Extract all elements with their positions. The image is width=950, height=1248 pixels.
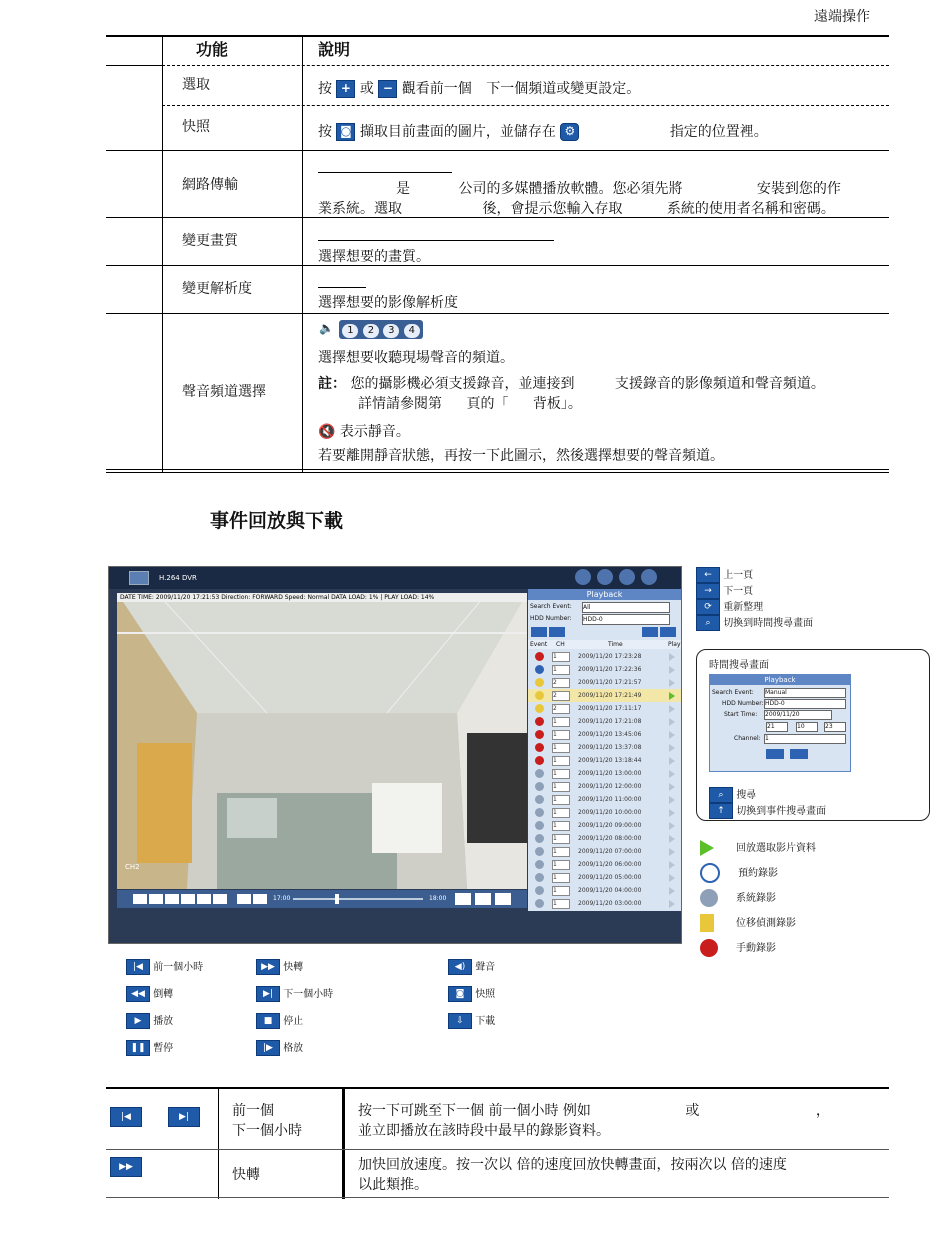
manual-event-icon <box>535 730 544 739</box>
event-play-icon[interactable] <box>669 783 675 791</box>
motion-person-icon <box>700 914 714 932</box>
event-channel[interactable]: 1 <box>552 847 570 857</box>
event-channel[interactable]: 1 <box>552 717 570 727</box>
event-play-icon[interactable] <box>669 809 675 817</box>
bar-audio-button[interactable] <box>455 893 471 905</box>
system-event-icon <box>535 782 544 791</box>
event-row[interactable] <box>528 702 681 715</box>
event-channel[interactable]: 1 <box>552 743 570 753</box>
manual-event-icon <box>535 756 544 765</box>
event-row[interactable] <box>528 871 681 884</box>
prev-hour-table-icon: |◀ <box>110 1107 142 1127</box>
event-row[interactable] <box>528 858 681 871</box>
time-hdd-label: HDD Number: <box>722 700 764 707</box>
callout-switch-event-icon[interactable] <box>790 749 808 759</box>
legend-system: 系統錄影 <box>736 893 776 904</box>
row-desc-resolution: 選擇想要的影像解析度 <box>318 295 458 311</box>
event-channel[interactable]: 1 <box>552 652 570 662</box>
event-channel[interactable]: 1 <box>552 834 570 844</box>
plus-icon: + <box>336 80 355 98</box>
prev-page-icon: ← <box>696 567 720 583</box>
event-play-icon[interactable] <box>669 705 675 713</box>
event-play-icon[interactable] <box>669 861 675 869</box>
event-time: 2009/11/20 07:00:00 <box>578 848 642 855</box>
channel-select[interactable]: 1 <box>764 734 846 744</box>
clock-icon <box>700 863 720 883</box>
play-icon: ▶ <box>126 1013 150 1029</box>
panel-time-search-icon[interactable] <box>642 627 658 637</box>
control-legend-col1 <box>126 954 203 1062</box>
event-play-icon[interactable] <box>669 692 675 700</box>
row-func-select: 選取 <box>182 77 210 93</box>
event-play-icon[interactable] <box>669 874 675 882</box>
event-play-icon[interactable] <box>669 900 675 908</box>
event-time: 2009/11/20 04:00:00 <box>578 887 642 894</box>
channel-label: CH2 <box>125 863 140 871</box>
time-start: 17:00 <box>273 895 291 902</box>
audio-desc-last: 若要離開靜音狀態，再按一下此圖示，然後選擇想要的聲音頻道。 <box>318 448 724 464</box>
legend-audio: 聲音 <box>475 962 496 973</box>
legend-ff: 快轉 <box>283 962 304 973</box>
event-time: 2009/11/20 11:00:00 <box>578 796 642 803</box>
event-row[interactable] <box>528 832 681 845</box>
row-func-resolution: 變更解析度 <box>182 281 252 297</box>
event-time: 2009/11/20 12:00:00 <box>578 783 642 790</box>
t2-desc-ff: 加快回放速度。按一次以 倍的速度回放快轉畫面，按兩次以 倍的速度 以此類推。 <box>358 1157 787 1193</box>
event-time: 2009/11/20 13:45:06 <box>578 731 642 738</box>
audio-channel-4: 4 <box>404 324 420 338</box>
event-channel[interactable]: 1 <box>552 782 570 792</box>
event-channel[interactable]: 1 <box>552 808 570 818</box>
event-row[interactable] <box>528 676 681 689</box>
audio-note: 註： 您的攝影機必須支援錄音，並連接到 支援錄音的影像頻道和聲音頻道。 詳情請參閱第 頁的「 背板」。 <box>318 376 825 412</box>
event-channel[interactable]: 1 <box>552 821 570 831</box>
event-play-icon[interactable] <box>669 822 675 830</box>
event-play-icon[interactable] <box>669 796 675 804</box>
playback-event-panel <box>528 589 681 911</box>
row-desc-snapshot: 按 ◙ 擷取目前畫面的圖片，並儲存在 ⚙ 指定的位置裡。 <box>318 124 768 140</box>
start-second-select[interactable]: 23 <box>824 722 846 732</box>
t2-func-prev: 前一個 <box>232 1103 274 1119</box>
callout-title: 時間搜尋畫面 <box>709 660 769 671</box>
fast-forward-icon: ▶▶ <box>256 959 280 975</box>
system-event-icon <box>535 873 544 882</box>
search-icon: ⌕ <box>709 787 733 803</box>
event-row[interactable] <box>528 715 681 728</box>
panel-title: Playback <box>528 589 681 600</box>
col-header-description: 說明 <box>318 40 351 59</box>
event-channel[interactable]: 1 <box>552 886 570 896</box>
search-event-label: Search Event: <box>530 603 572 610</box>
event-channel[interactable]: 1 <box>552 756 570 766</box>
event-play-icon[interactable] <box>669 653 675 661</box>
row-func-network: 網路傳輸 <box>182 177 238 193</box>
event-channel[interactable]: 1 <box>552 730 570 740</box>
event-play-icon[interactable] <box>669 835 675 843</box>
t2-desc-hour: 按一下可跳至下一個 前一個小時 例如 或 ， 並立即播放在該時段中最早的錄影資料。 <box>358 1103 830 1139</box>
next-hour-icon: ▶| <box>256 986 280 1002</box>
row-desc-network: 是 公司的多媒體播放軟體。您必須先將 安裝到您的作 業系統。選取 後，會提示您輸入存取 系統的使用者名稱和密碼。 <box>318 181 841 217</box>
speaker-icon: 🔈 <box>319 321 334 335</box>
settings-icon: ⚙ <box>560 123 579 141</box>
time-slider-thumb[interactable] <box>335 894 339 904</box>
system-event-icon <box>535 795 544 804</box>
control-legend-col3 <box>448 954 495 1035</box>
gear-icon <box>700 889 718 907</box>
dvr-playback-icon[interactable] <box>597 569 613 585</box>
event-time: 2009/11/20 03:00:00 <box>578 900 642 907</box>
dvr-control-bar <box>117 890 527 908</box>
event-row[interactable] <box>528 728 681 741</box>
rewind-icon: ◀◀ <box>126 986 150 1002</box>
legend-snapshot: 快照 <box>475 989 496 1000</box>
manual-record-icon <box>700 939 718 957</box>
event-row[interactable] <box>528 689 681 702</box>
section-title: 事件回放與下載 <box>210 510 344 532</box>
bar-next-hour-button[interactable] <box>213 894 227 904</box>
bar-ff-button[interactable] <box>197 894 211 904</box>
event-row[interactable] <box>528 650 681 663</box>
legend-download: 下載 <box>475 1016 496 1027</box>
control-table <box>106 1087 889 1199</box>
system-event-icon <box>535 886 544 895</box>
up-arrow-icon: ↑ <box>709 803 733 819</box>
camera-video-frame <box>117 593 527 889</box>
event-play-icon[interactable] <box>669 666 675 674</box>
event-time: 2009/11/20 09:00:00 <box>578 822 642 829</box>
legend-pause: 暫停 <box>153 1043 174 1054</box>
audio-icon: ◀) <box>448 959 472 975</box>
row-desc-select: 按 + 或 − 觀看前一個 下一個頻道或變更設定。 <box>318 81 641 97</box>
prev-hour-icon: |◀ <box>126 959 150 975</box>
bar-rewind-button[interactable] <box>149 894 163 904</box>
event-table-header: Event CH Time Play <box>530 641 681 648</box>
event-row[interactable] <box>528 663 681 676</box>
event-row[interactable] <box>528 767 681 780</box>
manual-event-icon <box>535 717 544 726</box>
dvr-playback-screenshot <box>108 566 682 944</box>
switch-event-label: 切換到事件搜尋畫面 <box>736 806 827 817</box>
event-row[interactable] <box>528 897 681 910</box>
bar-play-button[interactable] <box>165 894 179 904</box>
event-time: 2009/11/20 10:00:00 <box>578 809 642 816</box>
time-panel-title: Playback <box>710 675 850 685</box>
legend-rewind: 倒轉 <box>153 989 174 1000</box>
start-date-input[interactable]: 2009/11/20 <box>764 710 832 720</box>
event-channel[interactable]: 2 <box>552 704 570 714</box>
event-time: 2009/11/20 13:37:08 <box>578 744 642 751</box>
event-play-icon[interactable] <box>669 770 675 778</box>
audio-desc-line1: 選擇想要收聽現場聲音的頻道。 <box>318 350 514 366</box>
manual-event-icon <box>535 743 544 752</box>
mute-icon: 🔇 <box>318 424 336 440</box>
time-search-event-select[interactable]: Manual <box>764 688 846 698</box>
camera-icon: ◙ <box>448 986 472 1002</box>
bar-prev-hour-button[interactable] <box>133 894 147 904</box>
play-triangle-icon <box>700 840 714 856</box>
page-header-title: 遠端操作 <box>814 9 870 25</box>
next-page-icon: → <box>696 583 720 599</box>
event-row[interactable] <box>528 780 681 793</box>
start-hour-select[interactable]: 21 <box>766 722 788 732</box>
time-end: 18:00 <box>429 895 447 902</box>
refresh-icon: ⟳ <box>696 599 720 615</box>
download-icon: ⇩ <box>448 1013 472 1029</box>
event-play-icon[interactable] <box>669 718 675 726</box>
dvr-title-bar <box>109 567 681 589</box>
stop-icon: ■ <box>256 1013 280 1029</box>
motion-event-icon <box>535 704 544 713</box>
time-slider-track[interactable] <box>293 898 423 900</box>
event-channel[interactable]: 1 <box>552 665 570 675</box>
manual-event-icon <box>535 652 544 661</box>
event-play-icon[interactable] <box>669 744 675 752</box>
control-legend-col2 <box>256 954 333 1062</box>
event-row[interactable] <box>528 793 681 806</box>
snapshot-icon: ◙ <box>336 123 355 141</box>
legend-stop: 停止 <box>283 1016 304 1027</box>
callout-search-icon[interactable] <box>766 749 784 759</box>
row-func-snapshot: 快照 <box>182 119 210 135</box>
audio-channel-selector <box>318 320 423 339</box>
next-page-label: 下一頁 <box>723 586 754 597</box>
event-time: 2009/11/20 17:21:08 <box>578 718 642 725</box>
legend-slow: 格放 <box>283 1043 304 1054</box>
time-search-callout <box>696 649 930 821</box>
start-time-label: Start Time: <box>724 711 758 718</box>
t2-func-ff: 快轉 <box>232 1167 260 1183</box>
audio-mute-line: 🔇 表示靜音。 <box>318 424 410 440</box>
time-hdd-select[interactable]: HDD-0 <box>764 699 846 709</box>
bar-slow-button[interactable] <box>253 894 267 904</box>
event-play-icon[interactable] <box>669 679 675 687</box>
callout-search-row <box>709 786 756 803</box>
event-time: 2009/11/20 06:00:00 <box>578 861 642 868</box>
hdd-number-select[interactable]: HDD-0 <box>582 614 670 625</box>
event-time: 2009/11/20 05:00:00 <box>578 874 642 881</box>
dvr-info-bar: DATE TIME: 2009/11/20 17:21:53 Direction: FORWARD Speed: Normal DATA LOAD: 1% | PLAY LOAD: 14% <box>117 593 527 602</box>
switch-time-label: 切換到時間搜尋畫面 <box>723 618 814 629</box>
slow-play-icon: |▶ <box>256 1040 280 1056</box>
system-event-icon <box>535 899 544 908</box>
system-event-icon <box>535 860 544 869</box>
event-row[interactable] <box>528 754 681 767</box>
legend-prev-hour: 前一個小時 <box>153 962 204 973</box>
system-event-icon <box>535 808 544 817</box>
search-label: 搜尋 <box>736 790 757 801</box>
system-event-icon <box>535 821 544 830</box>
panel-refresh-icon[interactable] <box>660 627 676 637</box>
event-channel[interactable]: 1 <box>552 795 570 805</box>
row-desc-quality: 選擇想要的畫質。 <box>318 249 430 265</box>
row-func-quality: 變更畫質 <box>182 233 238 249</box>
legend-play: 回放選取影片資料 <box>736 843 816 854</box>
prev-page-label: 上一頁 <box>723 570 754 581</box>
function-table <box>106 35 889 473</box>
legend-next-hour: 下一個小時 <box>283 989 334 1000</box>
event-time: 2009/11/20 17:11:17 <box>578 705 642 712</box>
pause-icon: ❚❚ <box>126 1040 150 1056</box>
audio-channel-3: 3 <box>383 324 399 338</box>
event-row[interactable] <box>528 819 681 832</box>
event-legend <box>700 836 816 961</box>
bar-snapshot-button[interactable] <box>475 893 491 905</box>
panel-prev-page-icon[interactable] <box>531 627 547 637</box>
legend-schedule: 預約錄影 <box>738 868 778 879</box>
event-play-icon[interactable] <box>669 757 675 765</box>
dvr-logo-icon <box>129 571 149 585</box>
ff-table-icon: ▶▶ <box>110 1157 142 1177</box>
bar-stop-button[interactable] <box>237 894 251 904</box>
legend-manual: 手動錄影 <box>736 943 776 954</box>
time-search-event-label: Search Event: <box>712 689 754 696</box>
system-event-icon <box>535 834 544 843</box>
system-event-icon <box>535 847 544 856</box>
event-channel[interactable]: 2 <box>552 678 570 688</box>
event-time: 2009/11/20 17:22:36 <box>578 666 642 673</box>
search-event-select[interactable]: All <box>582 602 670 613</box>
event-channel[interactable]: 1 <box>552 860 570 870</box>
event-time: 2009/11/20 13:00:00 <box>578 770 642 777</box>
next-hour-table-icon: ▶| <box>168 1107 200 1127</box>
bar-download-button[interactable] <box>495 893 511 905</box>
t2-func-next: 下一個小時 <box>232 1123 302 1139</box>
panel-next-page-icon[interactable] <box>549 627 565 637</box>
col-header-function: 功能 <box>196 40 229 59</box>
bar-pause-button[interactable] <box>181 894 195 904</box>
event-channel[interactable]: 1 <box>552 873 570 883</box>
callout-switch-row <box>709 802 826 819</box>
event-row[interactable] <box>528 845 681 858</box>
event-channel[interactable]: 2 <box>552 691 570 701</box>
event-time: 2009/11/20 13:18:44 <box>578 757 642 764</box>
motion-event-icon <box>535 678 544 687</box>
dvr-nav-icon[interactable] <box>575 569 591 585</box>
event-play-icon[interactable] <box>669 731 675 739</box>
dvr-title: H.264 DVR <box>159 574 197 582</box>
time-search-icon: ⌕ <box>696 615 720 631</box>
event-row[interactable] <box>528 806 681 819</box>
channel-label-text: Channel: <box>734 735 761 742</box>
audio-channel-1: 1 <box>342 324 358 338</box>
legend-play-btn: 播放 <box>153 1016 174 1027</box>
event-channel[interactable]: 1 <box>552 769 570 779</box>
row-func-audio: 聲音頻道選擇 <box>182 384 266 400</box>
event-row[interactable] <box>528 884 681 897</box>
event-play-icon[interactable] <box>669 887 675 895</box>
dvr-user-icon[interactable] <box>641 569 657 585</box>
hdd-number-label: HDD Number: <box>530 615 572 622</box>
right-legend <box>696 566 813 630</box>
dvr-tools-icon[interactable] <box>619 569 635 585</box>
event-channel[interactable]: 1 <box>552 899 570 909</box>
schedule-event-icon <box>535 665 544 674</box>
event-time: 2009/11/20 17:21:49 <box>578 692 642 699</box>
event-play-icon[interactable] <box>669 848 675 856</box>
event-time: 2009/11/20 08:00:00 <box>578 835 642 842</box>
motion-event-icon <box>535 691 544 700</box>
system-event-icon <box>535 769 544 778</box>
refresh-label: 重新整理 <box>723 602 764 613</box>
event-time: 2009/11/20 17:23:28 <box>578 653 642 660</box>
start-minute-select[interactable]: 10 <box>796 722 818 732</box>
legend-motion: 位移偵測錄影 <box>736 918 796 929</box>
time-search-panel <box>709 674 851 772</box>
minus-icon: − <box>378 80 397 98</box>
audio-channel-2: 2 <box>363 324 379 338</box>
event-time: 2009/11/20 17:21:57 <box>578 679 642 686</box>
event-row[interactable] <box>528 741 681 754</box>
